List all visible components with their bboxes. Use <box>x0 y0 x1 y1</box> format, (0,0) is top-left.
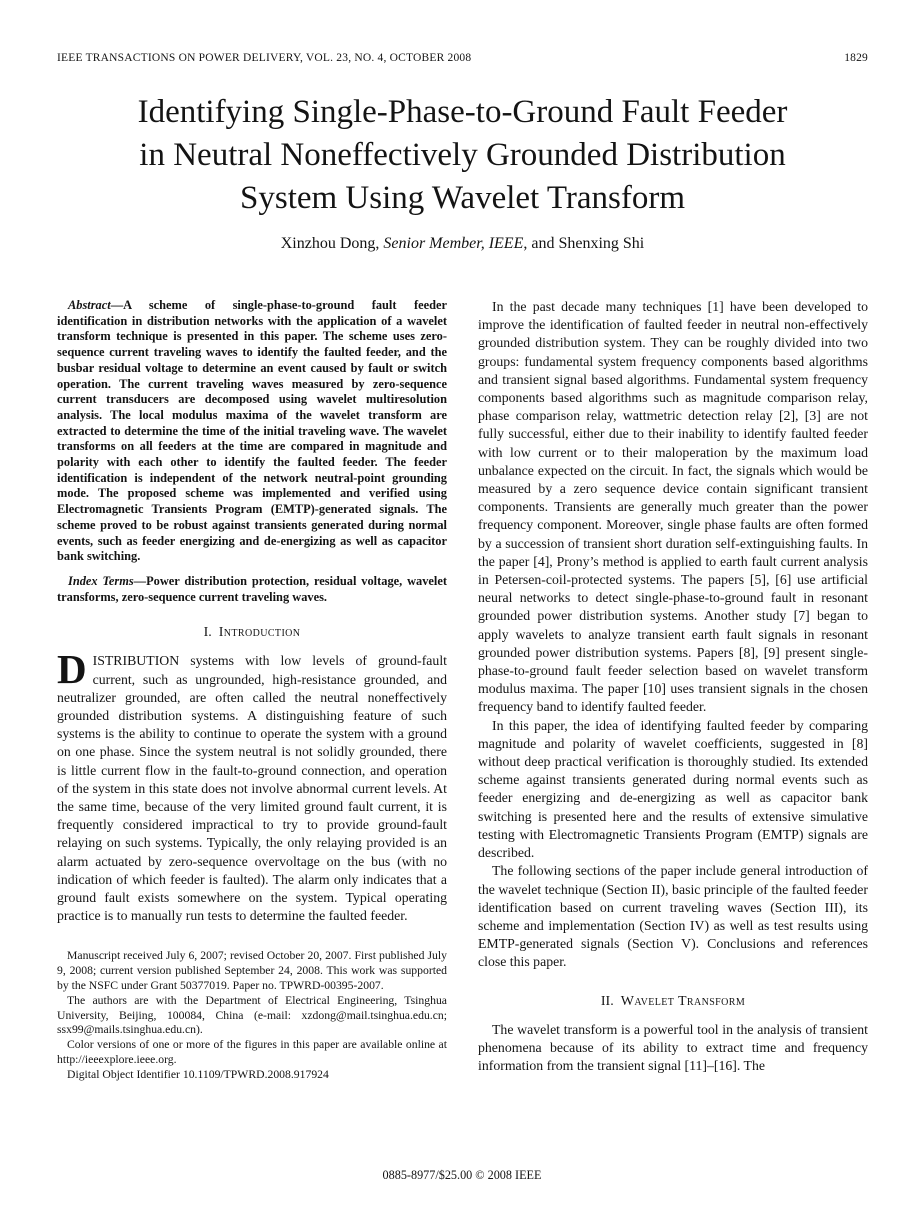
section-title: Introduction <box>218 625 301 641</box>
title-line-1: Identifying Single-Phase-to-Ground Fault Feeder <box>137 94 788 130</box>
title-line-3: System Using Wavelet Transform <box>240 180 685 216</box>
copyright-footer: 0885-8977/$25.00 © 2008 IEEE <box>382 1168 542 1182</box>
section-number: I. <box>203 625 212 641</box>
body-paragraph: The wavelet transform is a powerful tool in the analysis of transient phenomena because of its ability to extract time and frequency information from the transient signal [11]–[16]. The <box>478 1021 868 1073</box>
section-number: II. <box>600 993 614 1009</box>
introduction-paragraph <box>57 646 447 925</box>
journal-citation: IEEE TRANSACTIONS ON POWER DELIVERY, VOL. 23, NO. 4, OCTOBER 2008 <box>57 52 472 64</box>
section-heading-introduction <box>57 625 447 641</box>
introduction-text: ISTRIBUTION systems with low levels of ground-fault current, such as ungrounded, high-resistance grounded, and neutralizer grounded, are often called the neutral noneffectively grounded distribution systems. A distinguishing feature of such systems is the ability to continue to operate the system with a ground on one phase. Since the system neutral is not solidly grounded, there is little current flow in the fault-to-ground connection, and operation of the system in this state does not involve abnormal current levels. At the same time, because of the very limited ground fault current, it is frequently considered impractical to try to provide ground-fault relaying on such systems. Typically, the only relaying provided is an alarm actuated by zero-sequence overvoltage on the bus (with no indication of which feeder is faulted). The alarm only indicates that a ground fault exists somewhere on the system. Typical operating practice is to manually run tests to determine the faulted feeder. <box>57 653 447 924</box>
abstract <box>57 298 447 565</box>
dropcap-letter: D <box>57 646 87 693</box>
index-terms-label: Index Terms <box>68 573 134 588</box>
body-paragraph: In this paper, the idea of identifying faulted feeder by comparing magnitude and polarity of wavelet coefficients, suggested in [8] without deep practical verification is thoroughly studied. Its extended scheme against transients generated during normal events such as feeder energizing and de-energizing as well as capacitor bank switching is presented here and the results of extensive simulative testing with Electromagnetic Transients Program (EMTP) signals are described. <box>478 717 868 861</box>
author-name: Xinzhou Dong, <box>280 235 384 252</box>
paper-title <box>57 91 868 220</box>
index-terms <box>57 574 447 605</box>
left-column <box>57 298 447 1083</box>
right-column <box>478 298 868 1083</box>
footnote-manuscript: Manuscript received July 6, 2007; revised October 20, 2007. First published July 9, 2008; current version published September 24, 2008. This work was supported by the NSFC under Grant 50377019. Paper no. TPWRD-00395-2007. <box>57 949 447 992</box>
section-title: Wavelet Transform <box>620 993 746 1009</box>
author-coauthor: , and Shenxing Shi <box>523 235 645 252</box>
footnote-affiliation: The authors are with the Department of Electrical Engineering, Tsinghua University, Beijing, 100084, China (e-mail: xzdong@mail.tsinghua.edu.cn; ssx99@mails.tsinghua.edu.cn). <box>57 993 447 1037</box>
index-terms-text: —Power distribution protection, residual voltage, wavelet transforms, zero-sequence current traveling waves. <box>57 573 447 604</box>
first-page-footnotes <box>57 949 447 1082</box>
running-head <box>57 52 868 64</box>
two-column-body <box>57 298 868 1083</box>
page-number: 1829 <box>844 52 868 64</box>
abstract-text: —A scheme of single-phase-to-ground fault feeder identification in distribution networks with the application of a wavelet transform technique is presented in this paper. The scheme uses zero-sequence current traveling waves to identify the faulted feeder, and the busbar residual voltage to determine an event caused by fault or switch operation. The current traveling waves measured by zero-sequence current transducers are decomposed using wavelet multiresolution analysis. The local modulus maxima of the wavelet transform are extracted to determine the time of the initial traveling wave. The wavelet transforms on all feeders at the time are compared in magnitude and polarity with each other to identify the faulted feeder. The feeder identification is independent of the network neutral-point grounding mode. The proposed scheme was implemented and verified using Electromagnetic Transients Program (EMTP)-generated signals. The scheme proved to be robust against transients generated during normal events, such as feeder energizing and de-energizing as well as capacitor bank switching. <box>57 298 447 564</box>
authors-line <box>57 235 868 253</box>
body-paragraph: The following sections of the paper include general introduction of the wavelet technique (Section II), basic principle of the faulted feeder identification based on current traveling waves (Section III), its scheme and implementation (Section IV) as well as test results using EMTP-generated signals (Section V). Conclusions and references close this paper. <box>478 863 868 970</box>
body-paragraph: In the past decade many techniques [1] have been developed to improve the identification of faulted feeder in neutral non-effectively grounded distribution system. They can be roughly divided into two groups: fundamental system frequency components based algorithms and transient signal based algorithms. Fundamental system frequency components based algorithms such as magnitude comparison relay, phase comparison relay, wattmetric detection relay [2], [3] are not fully successful, either due to their inability to identify faulted feeder with low current or to their maloperation by the maximum load unbalance expected on the circuit. In fact, the signals which would be measured by a zero sequence device contain significant transient components. Transients are generally much greater than the power frequency component. Moreover, single phase faults are often formed by a succession of transient short duration self-extinguishing faults. In the paper [4], Prony’s method is applied to earth fault current analysis in Petersen-coil-protected systems. The papers [5], [6] use artificial neural networks to detect single-phase-to-ground fault in resonant grounded power distribution systems. Another study [7] began to apply wavelets to analyze transient earth fault signals in resonant grounded power distribution systems. Papers [8], [9] present single-phase-to-ground fault feeder selection based on wavelet transform modulus maxima. The paper [10] uses transient signals in the chosen frequency band to identify faulted feeder. <box>478 299 868 715</box>
footnote-color-versions: Color versions of one or more of the figures in this paper are available online at http://ieeexplore.ieee.org. <box>57 1038 447 1066</box>
abstract-label: Abstract <box>68 298 111 312</box>
footnote-doi: Digital Object Identifier 10.1109/TPWRD.2008.917924 <box>67 1067 329 1081</box>
author-membership: Senior Member, IEEE <box>383 235 524 252</box>
section-heading-wavelet-transform <box>478 994 868 1010</box>
title-line-2: in Neutral Noneffectively Grounded Distribution <box>139 137 786 173</box>
